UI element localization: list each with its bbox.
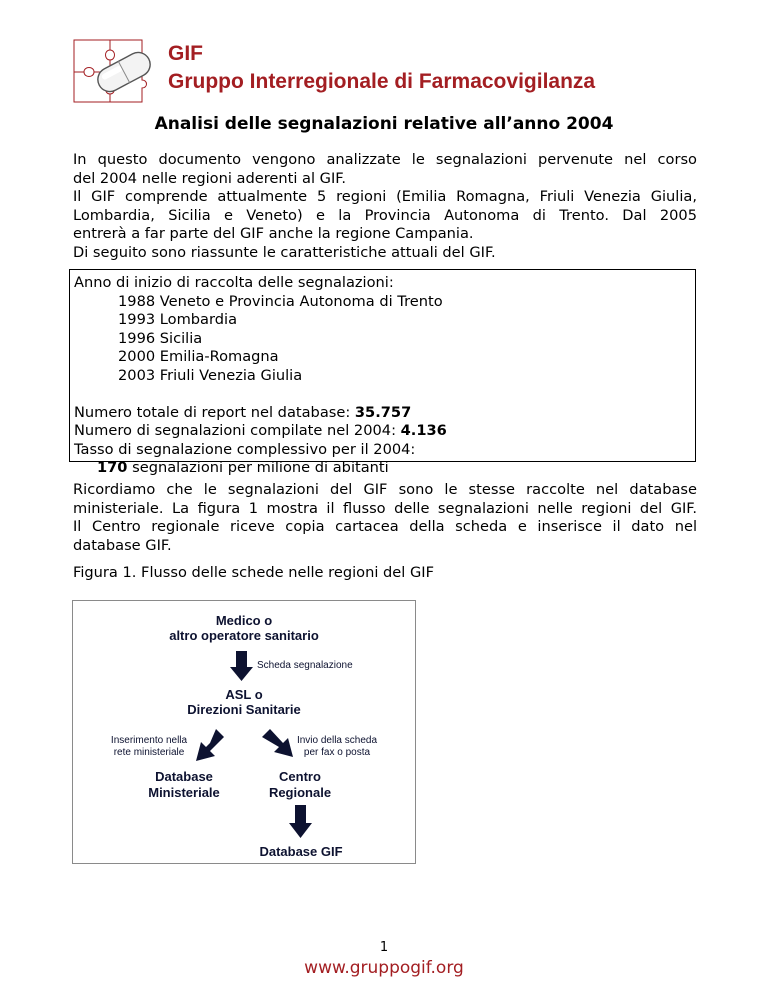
reporting-rate-label: Tasso di segnalazione complessivo per il 2004: — [74, 440, 416, 458]
intro-line: del 2004 nelle regioni aderenti al GIF. — [73, 169, 346, 187]
intro-line: Lombardia, Sicilia e Veneto) e la Provincia Autonoma di Trento. Dal 2005 — [73, 206, 697, 224]
reporting-rate-suffix: segnalazioni per milione di abitanti — [127, 459, 389, 476]
flow-paragraph-line: Il Centro regionale riceve copia cartacea della scheda e inserisce il dato nel — [73, 518, 697, 535]
total-reports-value: 35.757 — [354, 403, 412, 421]
start-year-item: 1988 Veneto e Provincia Autonoma di Trento — [118, 292, 443, 310]
arrow-down-left-icon — [196, 729, 224, 761]
total-reports-line — [74, 404, 447, 423]
brand-full-name: Gruppo Interregionale di Farmacovigilanza — [168, 70, 596, 93]
flow-paragraph — [73, 481, 697, 555]
reporting-rate-value: 170 — [97, 459, 128, 476]
node-dbgif: Database GIF — [259, 844, 343, 859]
edge-scheda-label: Scheda segnalazione — [257, 660, 353, 671]
node-dbmin-line1: Database — [155, 769, 213, 784]
flow-paragraph-line: ministeriale. La figura 1 mostra il flusso delle segnalazioni nelle regioni del GIF. — [73, 499, 697, 517]
arrow-down-right-icon — [262, 729, 293, 757]
edge-inserimento-line1: Inserimento nella — [110, 735, 188, 746]
start-year-item: 1996 Sicilia — [118, 329, 203, 347]
start-year-item: 1993 Lombardia — [118, 311, 238, 328]
intro-line: Di seguito sono riassunte le caratteristiche attuali del GIF. — [73, 243, 496, 261]
year-reports-line — [74, 422, 447, 441]
report-flow-diagram — [72, 600, 416, 864]
node-asl-line2: Direzioni Sanitarie — [187, 702, 301, 717]
arrow-down-icon — [230, 651, 253, 681]
flow-paragraph-line: database GIF. — [73, 536, 172, 554]
intro-line: In questo documento vengono analizzate le segnalazioni pervenute nel corso — [73, 151, 697, 168]
reporting-rate-line — [74, 459, 447, 478]
page-number: 1 — [379, 940, 389, 955]
document-title: Analisi delle segnalazioni relative all’anno 2004 — [154, 114, 614, 134]
intro-paragraph — [73, 151, 697, 262]
arrow-down-icon — [289, 805, 312, 838]
edge-invio-line2: per fax o posta — [303, 747, 371, 758]
node-centro-line2: Regionale — [268, 785, 332, 800]
node-medico-line1: Medico o — [215, 613, 273, 628]
flow-paragraph-line: Ricordiamo che le segnalazioni del GIF sono le stesse raccolte nel database — [73, 481, 697, 498]
node-medico-line2: altro operatore sanitario — [169, 628, 319, 643]
node-centro-line1: Centro — [279, 769, 321, 784]
edge-inserimento-line2: rete ministeriale — [113, 747, 185, 758]
puzzle-pill-logo — [72, 38, 164, 104]
start-year-item: 2000 Emilia-Romagna — [118, 348, 279, 365]
brand-short-name: GIF — [168, 42, 203, 65]
edge-invio-line1: Invio della scheda — [296, 735, 378, 746]
intro-line: Il GIF comprende attualmente 5 regioni (Emilia Romagna, Friuli Venezia Giulia, — [73, 188, 697, 205]
figure-caption: Figura 1. Flusso delle schede nelle regioni del GIF — [73, 564, 434, 581]
website-link[interactable]: www.gruppogif.org — [304, 958, 464, 978]
node-asl-line1: ASL o — [225, 687, 263, 702]
year-reports-label: Numero di segnalazioni compilate nel 2004: — [74, 422, 401, 439]
intro-line: entrerà a far parte del GIF anche la regione Campania. — [73, 225, 474, 242]
year-reports-value: 4.136 — [400, 422, 447, 439]
total-reports-label: Numero totale di report nel database: — [74, 403, 355, 421]
gif-summary-box — [69, 269, 696, 476]
start-year-item: 2003 Friuli Venezia Giulia — [118, 366, 303, 384]
node-dbmin-line2: Ministeriale — [148, 785, 220, 800]
start-year-heading: Anno di inizio di raccolta delle segnalazioni: — [74, 274, 394, 291]
